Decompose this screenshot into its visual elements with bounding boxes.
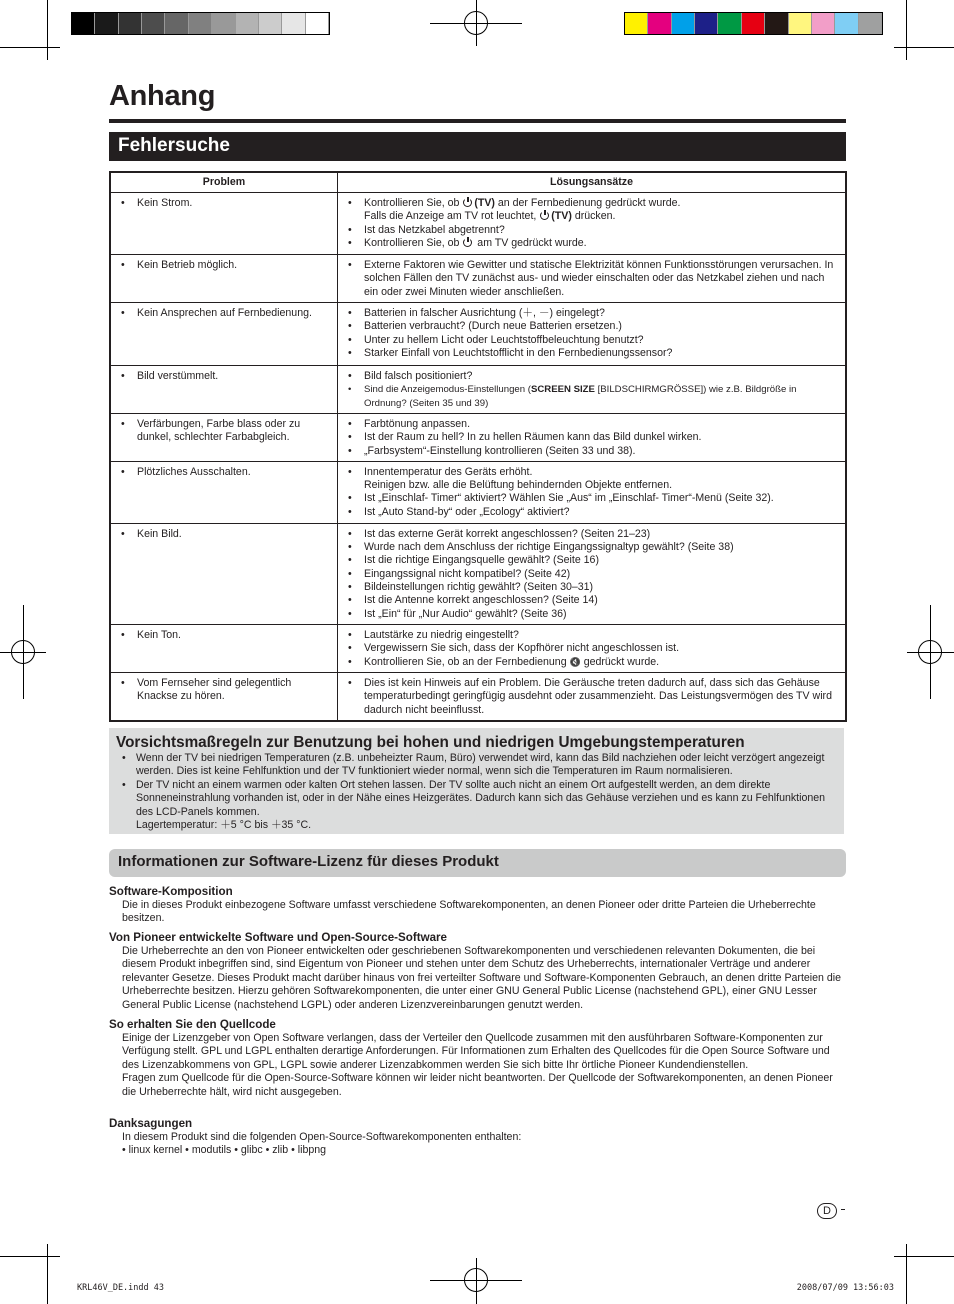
column-header-problem: Problem xyxy=(110,172,338,193)
solution-item xyxy=(357,677,839,717)
solution-text: Kontrollieren Sie, ob xyxy=(364,197,463,209)
table-row xyxy=(110,414,846,462)
solution-text: Ist „Einschlaf- Timer“ aktiviert? Wählen Sie „Aus“ im „Einschlaf- Timer“-Menü (Seite 32). xyxy=(364,492,774,505)
process-color-bar xyxy=(624,12,883,35)
problem-cell xyxy=(110,255,338,303)
precaution-item xyxy=(129,779,837,833)
solution-item xyxy=(357,594,839,607)
solution-text: Ist „Ein“ für „Nur Audio“ gewählt? (Seite 36) xyxy=(364,607,567,620)
color-swatch xyxy=(212,13,235,34)
solution-item xyxy=(357,568,839,581)
solution-text: Sind die Anzeigemodus-Einstellungen ( xyxy=(364,384,531,396)
solution-item xyxy=(357,479,839,492)
license-heading: Von Pioneer entwickelte Software und Open-Source-Software xyxy=(109,931,447,944)
solution-item xyxy=(357,629,839,642)
solution-text: [BILDSCHIRMGRÖSSE]) wie z.B. Bildgröße in Ordnung? (Seiten 35 und 39) xyxy=(364,384,797,409)
solution-text: „Farbsystem“-Einstellung kontrollieren (Seiten 33 und 38). xyxy=(364,444,636,457)
solution-text: Eingangssignal nicht kompatibel? (Seite 42) xyxy=(364,567,571,580)
solution-cell xyxy=(338,672,847,720)
solution-text: Batterien verbraucht? (Durch neue Batterien ersetzen.) xyxy=(364,320,622,333)
precaution-item: • Wenn der TV bei niedrigen Temperaturen (z.B. unbeheizter Raum, Büro) verwendet wird, kann das Bild nachziehen oder leicht verzögert angezeigt werden. Dies ist keine Fehlfunktion und der TV funktioniert wieder normal, wenn sich die Temperaturen im Raum normalisieren. xyxy=(129,752,837,779)
solution-item xyxy=(357,370,839,383)
solution-text: Kontrollieren Sie, ob an der Fernbedienung xyxy=(364,655,570,668)
color-swatch xyxy=(648,13,671,34)
license-heading: So erhalten Sie den Quellcode xyxy=(109,1018,276,1031)
solution-text: Wurde nach dem Anschluss der richtige Eingangssignaltyp gewählt? (Seite 38) xyxy=(364,541,734,554)
grayscale-color-bar xyxy=(71,12,330,35)
problem-text: • Kein Betrieb möglich. xyxy=(130,259,331,272)
footer-timestamp: 2008/07/09 13:56:03 xyxy=(796,1283,894,1293)
color-swatch xyxy=(765,13,788,34)
color-swatch xyxy=(672,13,695,34)
problem-cell xyxy=(110,414,338,462)
color-swatch xyxy=(812,13,835,34)
column-header-solution: Lösungsansätze xyxy=(338,172,847,193)
solution-item xyxy=(357,418,839,431)
solution-text: Reinigen bzw. alle die Belüftung behindernden Objekte entfernen. xyxy=(364,479,673,492)
section-title: Fehlersuche xyxy=(109,132,846,161)
solution-item xyxy=(357,541,839,554)
solution-text: Kontrollieren Sie, ob xyxy=(364,236,463,249)
solution-cell xyxy=(338,414,847,462)
color-swatch xyxy=(119,13,142,34)
solution-item xyxy=(357,383,839,410)
solution-item xyxy=(357,554,839,567)
table-row xyxy=(110,624,846,672)
power-icon xyxy=(463,237,473,247)
solution-item xyxy=(357,197,839,210)
solution-item xyxy=(357,581,839,594)
license-paragraph: In diesem Produkt sind die folgenden Open-Source-Softwarekomponenten enthalten: xyxy=(122,1131,522,1143)
solution-text: Ist „Auto Stand-by“ oder „Ecology“ aktiviert? xyxy=(364,505,570,518)
precautions-title: Vorsichtsmaßregeln zur Benutzung bei hohen und niedrigen Umgebungstemperaturen xyxy=(116,734,745,751)
solution-cell xyxy=(338,193,847,255)
solution-item xyxy=(357,656,839,669)
problem-cell xyxy=(110,366,338,414)
solution-cell xyxy=(338,523,847,624)
color-swatch xyxy=(695,13,718,34)
license-section xyxy=(109,931,849,1012)
color-swatch xyxy=(835,13,858,34)
solution-text: Innentemperatur des Geräts erhöht. xyxy=(364,465,533,478)
solution-text: Bild falsch positioniert? xyxy=(364,370,473,382)
problem-text: • Verfärbungen, Farbe blass oder zu dunkel, schlechter Farbabgleich. xyxy=(130,418,331,445)
problem-cell xyxy=(110,303,338,366)
license-heading: Danksagungen xyxy=(109,1117,193,1130)
license-section xyxy=(109,1018,849,1099)
problem-cell xyxy=(110,672,338,720)
license-paragraph: Fragen zum Quellcode für die Open-Source-Software können wir leider nicht beantworten. Der Quellcode der Softwarekomponenten, an denen Pioneer die Urheberrechte hält, wird nicht ausgegeben. xyxy=(122,1072,833,1098)
color-swatch xyxy=(306,13,329,34)
table-row xyxy=(110,255,846,303)
color-swatch xyxy=(718,13,741,34)
solution-item xyxy=(357,642,839,655)
power-icon xyxy=(540,210,550,220)
problem-text: • Vom Fernseher sind gelegentlich Knackse zu hören. xyxy=(130,677,331,704)
table-row xyxy=(110,193,846,255)
solution-text: Ist das externe Gerät korrekt angeschlossen? (Seiten 21–23) xyxy=(364,527,651,540)
solution-item xyxy=(357,320,839,333)
color-swatch xyxy=(259,13,282,34)
color-swatch xyxy=(142,13,165,34)
color-swatch xyxy=(625,13,648,34)
solution-text: Batterien in falscher Ausrichtung (＋, －) eingelegt? xyxy=(364,307,605,319)
page-number-dash xyxy=(841,1209,845,1210)
solution-cell xyxy=(338,624,847,672)
precaution-text: Der TV nicht an einem warmen oder kalten Ort stehen lassen. Der TV sollte auch nicht an einem Ort aufgestellt werden, an dem direkte Sonneneinstrahlung vorhanden ist, oder in der Nähe eines Heizgerätes. Dadurch kann sich das Gehäuse verziehen und es kann zu Fehlfunktionen des LCD-Panels kommen. xyxy=(136,778,826,818)
color-swatch xyxy=(72,13,95,34)
problem-cell xyxy=(110,461,338,523)
solution-text: Farbtönung anpassen. xyxy=(364,418,471,430)
solution-item xyxy=(357,506,839,519)
table-row xyxy=(110,523,846,624)
solution-item xyxy=(357,210,839,223)
problem-text: • Bild verstümmelt. xyxy=(130,370,331,383)
page-language-badge: D xyxy=(817,1203,837,1219)
solution-item xyxy=(357,334,839,347)
solution-cell xyxy=(338,366,847,414)
solution-item xyxy=(357,528,839,541)
solution-item xyxy=(357,224,839,237)
color-swatch xyxy=(165,13,188,34)
license-paragraph: Die in dieses Produkt einbezogene Software umfasst verschiedene Softwarekomponenten, an denen Pioneer oder dritte Parteien die Urheberrechte besitzen. xyxy=(122,899,816,925)
color-swatch xyxy=(789,13,812,34)
solution-text: Externe Faktoren wie Gewitter und statische Elektrizität können Funktionsstörungen verursachen. In solchen Fällen den TV zunächst aus- und wieder einschalten oder das Netzkabel ziehen und nach ein oder zwei Minuten wieder anschließen. xyxy=(364,259,834,298)
solution-item xyxy=(357,259,839,299)
solution-text: drücken. xyxy=(571,210,616,223)
solution-text: Falls die Anzeige am TV rot leuchtet, xyxy=(364,210,540,223)
problem-cell xyxy=(110,624,338,672)
solution-bold-text: SCREEN SIZE xyxy=(530,384,595,396)
solution-text: Lautstärke zu niedrig eingestellt? xyxy=(364,628,519,641)
solution-text: Ist der Raum zu hell? In zu hellen Räumen kann das Bild dunkel wirken. xyxy=(364,431,702,444)
solution-item xyxy=(357,307,839,320)
table-row xyxy=(110,461,846,523)
license-paragraph: Einige der Lizenzgeber von Open Software verlangen, dass der Verteiler den Quellcode zusammen mit den ausführbaren Software-Komponenten zur Verfügung stellt. GPL und LGPL enthalten derartige Anforderungen. Für Informationen zum Erhalten des Quellcodes für die Open Source Software und des Lizenzabkommens von GPL, LGPL sowie anderer Lizenzabkommen werden Sie sich bitte Ihr örtliche Pioneer Kundendienstellen. xyxy=(122,1032,830,1071)
license-section xyxy=(109,885,849,926)
mute-icon: 🔇 xyxy=(569,656,581,667)
license-title: Informationen zur Software-Lizenz für dieses Produkt xyxy=(109,849,846,877)
problem-cell xyxy=(110,523,338,624)
color-swatch xyxy=(742,13,765,34)
solution-item xyxy=(357,431,839,444)
solution-item xyxy=(357,445,839,458)
solution-bold-text: (TV) xyxy=(551,210,572,223)
table-row xyxy=(110,672,846,720)
problem-text: • Kein Ton. xyxy=(130,629,331,642)
solution-text: Vergewissern Sie sich, dass der Kopfhörer nicht angeschlossen ist. xyxy=(364,642,680,655)
troubleshooting-table xyxy=(109,171,847,722)
footer-file-info: KRL46V_DE.indd 43 xyxy=(77,1283,164,1293)
solution-text: Dies ist kein Hinweis auf ein Problem. Die Geräusche treten dadurch auf, dass sich das Gehäuse temperaturbedingt geringfügig ausdehnt oder zusammenzieht. Das Leistungsvermögen des TV wird dadurch nicht beeinflusst. xyxy=(364,676,832,716)
problem-text: • Kein Strom. xyxy=(130,197,331,210)
color-swatch xyxy=(859,13,882,34)
color-swatch xyxy=(236,13,259,34)
solution-cell xyxy=(338,461,847,523)
title-rule xyxy=(109,119,846,123)
solution-text: Ist die richtige Eingangsquelle gewählt? (Seite 16) xyxy=(364,554,599,567)
solution-text: gedrückt wurde. xyxy=(580,655,660,668)
color-swatch xyxy=(189,13,212,34)
solution-text: Ist das Netzkabel abgetrennt? xyxy=(364,223,505,236)
page-title: Anhang xyxy=(109,80,216,112)
solution-text: Bildeinstellungen richtig gewählt? (Seiten 30–31) xyxy=(364,581,594,594)
solution-bold-text: (TV) xyxy=(474,197,495,209)
solution-cell xyxy=(338,255,847,303)
solution-item xyxy=(357,347,839,360)
solution-text: Unter zu hellem Licht oder Leuchtstoffbeleuchtung benutzt? xyxy=(364,333,644,346)
solution-item xyxy=(357,608,839,621)
component-list: • linux kernel • modutils • glibc • zlib • libpng xyxy=(122,1144,327,1157)
solution-item xyxy=(357,466,839,479)
solution-item xyxy=(357,492,839,505)
problem-text: • Plötzliches Ausschalten. xyxy=(130,466,331,479)
power-icon xyxy=(463,197,473,207)
solution-cell xyxy=(338,303,847,366)
license-heading: Software-Komposition xyxy=(109,885,233,898)
problem-text: • Kein Ansprechen auf Fernbedienung. xyxy=(130,307,331,320)
color-swatch xyxy=(282,13,305,34)
table-row xyxy=(110,303,846,366)
solution-text: am TV gedrückt wurde. xyxy=(474,236,587,249)
solution-text: Ist die Antenne korrekt angeschlossen? (Seite 14) xyxy=(364,594,598,607)
color-swatch xyxy=(95,13,118,34)
license-section xyxy=(109,1117,849,1158)
solution-item xyxy=(357,237,839,250)
solution-text: Starker Einfall von Leuchtstofflicht in den Fernbedienungssensor? xyxy=(364,346,673,359)
solution-text: an der Fernbedienung gedrückt wurde. xyxy=(494,197,681,209)
table-row xyxy=(110,366,846,414)
problem-text: • Kein Bild. xyxy=(130,528,331,541)
problem-cell xyxy=(110,193,338,255)
precautions-box xyxy=(109,728,844,834)
license-paragraph: Die Urheberrechte an den von Pioneer entwickelten oder geschriebenen Softwarekomponenten und verschiedenen relevanten Dokumenten, die bei diesem Produkt inbegriffen sind, sind Eigentum von Pioneer und stehen unter dem Schutz des Urheberrechts, internationaler Verträge und anderer relevanter Gesetze. Dieses Produkt macht darüber hinaus von frei verteilter Software und Software-Komponenten Gebrauch, an denen dritte Parteien die Urheberrechte besitzen. Hierzu gehören Softwarekomponenten, die unter einer GNU General Public License (nachstehend GPL), einer GNU Lesser General Public License (nachstehend LGPL) oder anderen Lizenzvereinbarungen genutzt werden. xyxy=(122,945,842,1011)
storage-temperature: Lagertemperatur: ＋5 °C bis ＋35 °C. xyxy=(136,819,312,832)
